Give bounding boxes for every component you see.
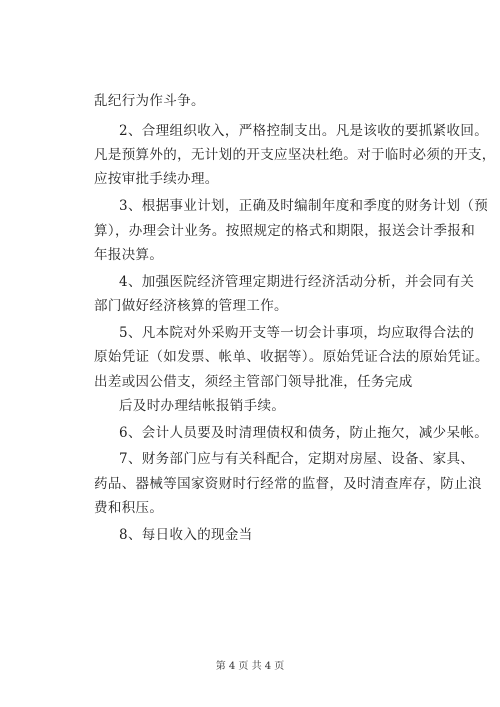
paragraph-line: 费和积压。 xyxy=(94,500,164,516)
paragraph-line: 原始凭证（如发票、帐单、收据等）。原始凭证合法的原始凭证。 xyxy=(94,349,489,365)
paragraph-line: 凡是预算外的，无计划的开支应坚决杜绝。对于临时必须的开支， xyxy=(94,147,496,163)
paragraph-line: 应按审批手续办理。 xyxy=(94,171,219,187)
paragraph-line: 4、加强医院经济管理定期进行经济活动分析，并会同有关 xyxy=(119,274,475,290)
page-footer: 第 4 页 共 4 页 xyxy=(215,661,285,672)
paragraph-line: 7、财务部门应与有关科配合，定期对房屋、设备、家具、 xyxy=(119,451,475,467)
paragraph-line: 2、合理组织收入，严格控制支出。凡是该收的要抓紧收回。 xyxy=(119,123,489,139)
paragraph-line: 后及时办理结帐报销手续。 xyxy=(119,398,286,414)
paragraph-line: 5、凡本院对外采购开支等一切会计事项，均应取得合法的 xyxy=(119,325,475,341)
paragraph-line: 药品、器械等国家资财时行经常的监督，及时清查库存，防止浪 xyxy=(94,476,482,492)
paragraph-line: 3、根据事业计划，正确及时编制年度和季度的财务计划（预 xyxy=(119,198,489,214)
paragraph-line: 部门做好经济核算的管理工作。 xyxy=(94,298,288,314)
paragraph-line: 年报决算。 xyxy=(94,247,164,263)
paragraph-line: 8、每日收入的现金当 xyxy=(119,527,253,543)
paragraph-line: 6、会计人员要及时清理债权和债务，防止拖欠，减少呆帐。 xyxy=(119,425,489,441)
paragraph-line: 算），办理会计业务。按照规定的格式和期限，报送会计季报和 xyxy=(94,223,476,239)
paragraph-line: 出差或因公借支，须经主管部门领导批准，任务完成 xyxy=(94,374,413,390)
paragraph-line: 乱纪行为作斗争。 xyxy=(94,93,205,109)
